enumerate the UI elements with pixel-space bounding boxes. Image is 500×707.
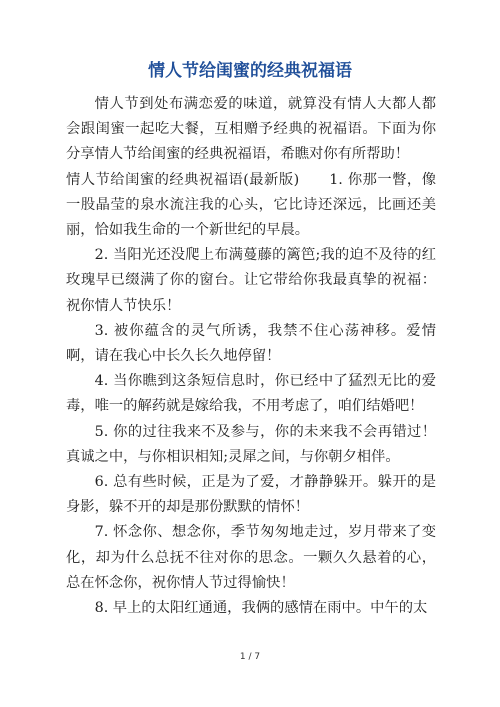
paragraph-3: 3. 被你蕴含的灵气所诱，我禁不住心荡神移。爱情啊，请在我心中长久长久地停留！	[66, 322, 436, 365]
paragraph-1: 情人节给闺蜜的经典祝福语(最新版) 1. 你那一瞥，像一股晶莹的泉水流注我的心头，它比诗还深远，比画还美丽，恰如我生命的一个新世纪的早晨。	[66, 171, 436, 239]
paragraph-5: 5. 你的过往我来不及参与，你的未来我不会再错过！真诚之中，与你相识相知;灵犀之间，与你朝夕相伴。	[66, 423, 436, 465]
paragraph-4: 4. 当你瞧到这条短信息时，你已经中了猛烈无比的爱毒，唯一的解药就是嫁给我，不用考虑了，咱们结婚吧！	[66, 373, 436, 415]
paragraph-intro: 情人节到处布满恋爱的味道，就算没有情人大都人都会跟闺蜜一起吃大餐，互相赠予经典的祝福语。下面为你分享情人节给闺蜜的经典祝福语，希瞧对你有所帮助！	[66, 96, 436, 163]
paragraph-6: 6. 总有些时候，正是为了爱，才静静躲开。躲开的是身影，躲不开的却是那份默默的情怀！	[66, 474, 436, 516]
document-title: 情人节给闺蜜的经典祝福语	[148, 61, 352, 81]
paragraph-7: 7. 怀念你、想念你，季节匆匆地走过，岁月带来了变化，却为什么总抚不往对你的思念。一颗久久悬着的心，总在怀念你，祝你情人节过得愉快！	[66, 524, 436, 591]
paragraph-8: 8. 早上的太阳红通通，我俩的感情在雨中。中午的太	[94, 600, 428, 617]
paragraph-2: 2. 当阳光还没爬上布满蔓藤的篱笆;我的迫不及待的红玫瑰早已缀满了你的窗台。让它带给你我最真挚的祝福：祝你情人节快乐！	[66, 247, 436, 314]
document-body	[66, 92, 436, 621]
page-indicator: 1 / 7	[239, 652, 261, 662]
